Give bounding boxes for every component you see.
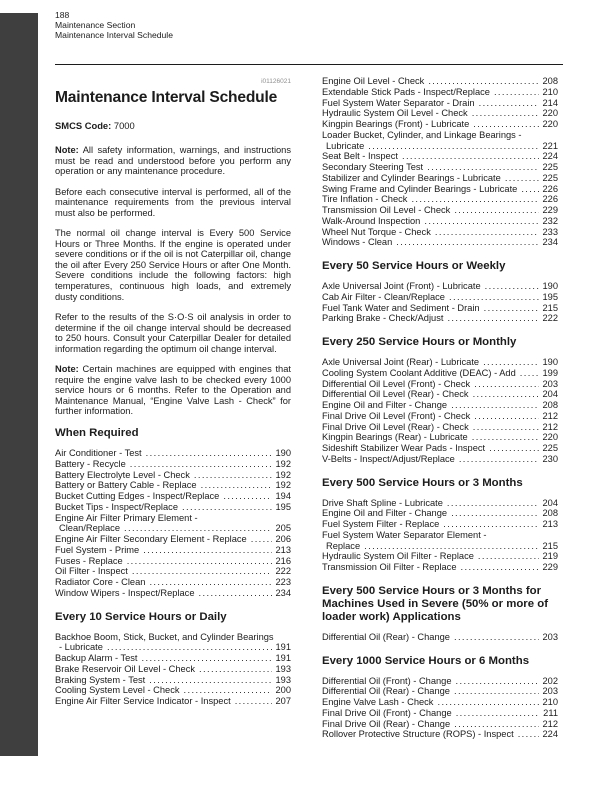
- toc-item-page-number: 215: [542, 302, 558, 313]
- toc-item: [55, 556, 291, 567]
- dot-leader: [251, 534, 273, 545]
- page-title: Maintenance Interval Schedule: [55, 89, 278, 106]
- left-column: [55, 76, 291, 707]
- toc-item: [322, 281, 558, 292]
- toc-item-page-number: 190: [542, 357, 558, 367]
- toc-item: [55, 632, 291, 654]
- toc-section: [322, 655, 558, 741]
- header-section-title: Maintenance Section: [55, 20, 136, 30]
- toc-item: [55, 470, 291, 481]
- dot-leader: [459, 454, 540, 465]
- toc-item-page-number: 212: [542, 718, 558, 729]
- toc-item-label: Transmission Oil Filter - Replace: [322, 562, 457, 572]
- section-heading: Every 500 Service Hours or 3 Months for Machines Used in Severe (50% or more of loader work) Applications: [322, 584, 548, 623]
- toc-item-label: Fuses - Replace: [55, 555, 123, 566]
- dot-leader: [461, 562, 540, 573]
- toc-item-page-number: 190: [542, 281, 558, 291]
- header-subsection-title: Maintenance Interval Schedule: [55, 30, 174, 40]
- toc-item-page-number: 211: [543, 707, 558, 718]
- toc-item: [322, 216, 558, 227]
- dot-leader: [437, 697, 539, 708]
- toc-item: [322, 87, 558, 98]
- section-heading: Every 50 Service Hours or Weekly: [322, 260, 506, 272]
- dot-leader: [194, 470, 273, 481]
- toc-item-page-number: 220: [542, 432, 558, 443]
- toc-item: [322, 76, 558, 87]
- toc-list: [322, 281, 558, 324]
- dot-leader: [402, 151, 540, 162]
- toc-item-page-number: 232: [542, 215, 558, 226]
- dot-leader: [521, 184, 539, 195]
- toc-item: [55, 588, 291, 599]
- toc-item-label: Fuel System Filter - Replace: [322, 519, 440, 529]
- toc-item-label: Cooling System Coolant Additive (DEAC) - Add: [322, 367, 516, 378]
- dot-leader: [518, 729, 540, 740]
- toc-item-label: Engine Oil and Filter - Change: [322, 400, 448, 410]
- toc-item-label: Cooling System Level - Check: [55, 685, 180, 696]
- toc-item-page-number: 226: [542, 194, 558, 205]
- toc-item: [322, 508, 558, 519]
- toc-item-label: Battery or Battery Cable - Replace: [55, 480, 197, 491]
- toc-item: [322, 676, 558, 687]
- dot-leader: [127, 556, 273, 567]
- intro-paragraphs: [55, 145, 291, 417]
- toc-item-page-number: 200: [275, 685, 291, 696]
- toc-item: [322, 729, 558, 740]
- dot-leader: [235, 696, 273, 707]
- toc-item-page-number: 221: [542, 140, 558, 151]
- toc-item-label: Differential Oil (Rear) - Change: [322, 686, 450, 697]
- toc-item-label: Differential Oil (Rear) - Change: [322, 631, 450, 642]
- left-column-sections: [55, 427, 291, 707]
- dot-leader: [505, 173, 540, 184]
- right-column: [322, 76, 558, 740]
- toc-item: [55, 545, 291, 556]
- toc-item-label: Engine Oil Level - Check: [322, 76, 425, 86]
- toc-item-label: Fuel Tank Water and Sediment - Drain: [322, 302, 480, 313]
- toc-section: [322, 336, 558, 465]
- dot-leader: [364, 541, 539, 552]
- toc-item-label: Sideshift Stabilizer Wear Pads - Inspect: [322, 443, 486, 453]
- toc-item: [322, 389, 558, 400]
- dot-leader: [454, 205, 539, 216]
- doc-code: i01126021: [261, 78, 291, 85]
- toc-item-label: Radiator Core - Clean: [55, 577, 146, 588]
- page-number: 188: [55, 10, 70, 20]
- dot-leader: [411, 194, 539, 205]
- toc-item-label: Differential Oil Level (Rear) - Check: [322, 389, 469, 400]
- dot-leader: [489, 443, 539, 454]
- toc-item-page-number: 205: [275, 523, 291, 534]
- toc-item-page-number: 220: [542, 108, 558, 119]
- toc-item: [55, 502, 291, 513]
- toc-item: [55, 534, 291, 545]
- toc-item: [322, 719, 558, 730]
- toc-item: [55, 653, 291, 664]
- toc-item-label: Backup Alarm - Test: [55, 653, 138, 664]
- toc-item: [322, 530, 558, 552]
- toc-item: [322, 368, 558, 379]
- dot-leader: [474, 411, 539, 422]
- toc-item-label: Walk-Around Inspection: [322, 215, 421, 226]
- toc-item-page-number: 229: [542, 562, 558, 572]
- toc-item: [55, 566, 291, 577]
- toc-item-page-number: 202: [542, 675, 558, 686]
- toc-item-page-number: 234: [542, 237, 558, 248]
- section-heading: Every 10 Service Hours or Daily: [55, 610, 227, 623]
- toc-item-page-number: 220: [542, 119, 558, 129]
- toc-item-label: Fuel System Water Separator Element -: [322, 529, 487, 540]
- toc-item: [55, 459, 291, 470]
- toc-item-label: Transmission Oil Level - Check: [322, 205, 451, 215]
- dot-leader: [456, 676, 540, 687]
- toc-item-page-number: 207: [275, 696, 291, 707]
- dot-leader: [447, 498, 540, 509]
- body-paragraph: The normal oil change interval is Every 500 Service Hours or Three Months. If the engine is operated under severe conditions or if the oil is not Caterpillar oil, change the oil after Every 250 Service Hours or after One Month. Severe conditions include the following factors: high temperatures, continuous high loads, and extremely dusty conditions.: [55, 228, 291, 302]
- header-divider: [55, 64, 563, 65]
- dot-leader: [149, 577, 272, 588]
- toc-item-page-number: 210: [542, 86, 558, 97]
- toc-item: [322, 162, 558, 173]
- dot-leader: [143, 545, 272, 556]
- toc-item-label: Engine Oil and Filter - Change: [322, 508, 448, 519]
- toc-item-label: Brake Reservoir Oil Level - Check: [55, 663, 196, 674]
- toc-item: [322, 562, 558, 573]
- toc-item-label-cont: Replace: [326, 540, 361, 551]
- toc-item-label: Bucket Tips - Inspect/Replace: [55, 501, 178, 512]
- toc-item-label: Backhoe Boom, Stick, Bucket, and Cylinder Bearings: [55, 631, 274, 642]
- body-paragraph: Refer to the results of the S·O·S oil analysis in order to determine if the oil change interval should be decreased to 250 hours. Consult your Caterpillar Dealer for detailed information regarding the optimum oil change interval.: [55, 312, 291, 354]
- toc-item: [322, 379, 558, 390]
- toc-item: [55, 685, 291, 696]
- toc-item-label: Bucket Cutting Edges - Inspect/Replace: [55, 491, 220, 502]
- toc-item: [322, 194, 558, 205]
- dot-leader: [447, 313, 539, 324]
- toc-item: [322, 173, 558, 184]
- dot-leader: [479, 98, 540, 109]
- dot-leader: [427, 162, 539, 173]
- toc-item-page-number: 225: [542, 443, 558, 453]
- toc-item: [55, 513, 291, 535]
- toc-item-label-cont: Lubricate: [326, 140, 365, 151]
- toc-item-label: Battery - Recycle: [55, 458, 126, 469]
- toc-item-page-number: 193: [275, 663, 291, 674]
- toc-section: [322, 585, 558, 643]
- toc-item-label: Swing Frame and Cylinder Bearings - Lubricate: [322, 183, 518, 194]
- toc-item-page-number: 219: [542, 551, 558, 562]
- toc-item: [322, 411, 558, 422]
- toc-item-page-number: 222: [275, 566, 291, 577]
- toc-item-page-number: 190: [275, 448, 291, 459]
- page-header: [55, 10, 173, 40]
- toc-item-page-number: 210: [542, 697, 558, 707]
- toc-item-page-number: 192: [275, 469, 291, 480]
- dot-leader: [184, 685, 273, 696]
- toc-item-page-number: 208: [542, 508, 558, 519]
- toc-item: [322, 443, 558, 454]
- toc-item-label: Battery Electrolyte Level - Check: [55, 469, 190, 480]
- dot-leader: [146, 448, 273, 459]
- toc-list: [322, 632, 558, 643]
- dot-leader: [478, 551, 540, 562]
- toc-item-page-number: 224: [542, 729, 558, 740]
- toc-item-page-number: 208: [542, 400, 558, 410]
- toc-section: [322, 477, 558, 573]
- dot-leader: [451, 400, 539, 411]
- body-paragraph: Note: Certain machines are equipped with engines that require the engine valve lash to be checked every 1000 service hours or 6 months. Refer to the Operation and Maintenance Manual, “Engine Valve Lash - Check” for further information.: [55, 364, 291, 417]
- toc-item: [322, 632, 558, 643]
- dot-leader: [149, 675, 272, 686]
- section-heading: Every 250 Service Hours or Monthly: [322, 336, 517, 348]
- toc-item-label: Hydraulic System Oil Level - Check: [322, 108, 468, 119]
- dot-leader: [443, 519, 539, 530]
- toc-item-page-number: 192: [275, 480, 291, 491]
- toc-item: [322, 697, 558, 708]
- toc-item-page-number: 229: [542, 205, 558, 215]
- toc-item-label: Loader Bucket, Cylinder, and Linkage Bearings -: [322, 129, 522, 140]
- toc-item-label: Final Drive Oil (Front) - Change: [322, 707, 452, 718]
- toc-item-label: Rollover Protective Structure (ROPS) - Inspect: [322, 729, 514, 740]
- dot-leader: [483, 357, 539, 368]
- toc-item-label: Tire Inflation - Check: [322, 194, 408, 205]
- dot-leader: [484, 303, 540, 314]
- toc-item-page-number: 199: [542, 367, 558, 378]
- toc-item: [322, 313, 558, 324]
- toc-item-page-number: 193: [275, 674, 291, 685]
- toc-item-page-number: 204: [542, 497, 558, 508]
- section-heading: Every 500 Service Hours or 3 Months: [322, 476, 523, 489]
- toc-item-page-number: 225: [542, 172, 558, 183]
- toc-item: [55, 675, 291, 686]
- toc-item-label: Drive Shaft Spline - Lubricate: [322, 497, 443, 508]
- smcs-value: 7000: [113, 120, 135, 131]
- toc-list: [322, 357, 558, 465]
- toc-item-page-number: 215: [542, 540, 558, 551]
- toc-item: [322, 400, 558, 411]
- toc-item-label: Engine Valve Lash - Check: [322, 697, 434, 707]
- toc-item-label: Final Drive Oil Level (Front) - Check: [322, 410, 471, 421]
- toc-item-page-number: 212: [542, 410, 558, 421]
- toc-item-label: Differential Oil (Front) - Change: [322, 675, 452, 686]
- smcs-label: SMCS Code:: [55, 120, 112, 131]
- toc-list: [55, 632, 291, 707]
- dot-leader: [449, 292, 540, 303]
- toc-item-page-number: 203: [542, 686, 558, 697]
- toc-item-page-number: 224: [542, 151, 558, 162]
- dot-leader: [132, 566, 273, 577]
- toc-item-label: Extendable Stick Pads - Inspect/Replace: [322, 86, 490, 97]
- toc-item: [322, 151, 558, 162]
- toc-item: [55, 448, 291, 459]
- toc-item: [322, 357, 558, 368]
- toc-section: [55, 611, 291, 707]
- toc-item-label: Cab Air Filter - Clean/Replace: [322, 291, 445, 302]
- toc-item-label: Axle Universal Joint (Rear) - Lubricate: [322, 357, 480, 367]
- toc-item-page-number: 212: [542, 421, 558, 432]
- dot-leader: [428, 76, 539, 87]
- toc-item: [55, 696, 291, 707]
- toc-item: [322, 686, 558, 697]
- toc-item-label: Final Drive Oil (Rear) - Change: [322, 718, 451, 729]
- toc-item-page-number: 226: [542, 183, 558, 194]
- dot-leader: [474, 379, 539, 390]
- toc-item: [322, 227, 558, 238]
- toc-item-label: Seat Belt - Inspect: [322, 151, 398, 162]
- toc-item: [322, 98, 558, 109]
- toc-item: [55, 491, 291, 502]
- toc-item-label: Windows - Clean: [322, 237, 393, 248]
- toc-item: [322, 303, 558, 314]
- toc-item: [55, 577, 291, 588]
- dot-leader: [199, 588, 273, 599]
- toc-item-label: Final Drive Oil Level (Rear) - Check: [322, 421, 469, 432]
- toc-item-page-number: 192: [275, 458, 291, 469]
- toc-item-page-number: 213: [275, 544, 291, 555]
- toc-item: [55, 664, 291, 675]
- toc-item-page-number: 208: [542, 76, 558, 86]
- toc-item-page-number: 194: [275, 491, 291, 502]
- toc-section: [55, 427, 291, 599]
- page-edge-tab: [0, 13, 38, 756]
- dot-leader: [201, 480, 273, 491]
- toc-item-page-number: 234: [275, 587, 291, 598]
- dot-leader: [424, 216, 539, 227]
- toc-item-label: Stabilizer and Cylinder Bearings - Lubricate: [322, 172, 501, 183]
- section-heading: When Required: [55, 427, 139, 440]
- dot-leader: [182, 502, 273, 513]
- toc-item-page-number: 223: [275, 577, 291, 588]
- toc-item-page-number: 203: [542, 631, 558, 642]
- toc-item-page-number: 214: [542, 97, 558, 108]
- toc-item: [322, 130, 558, 152]
- toc-item: [322, 498, 558, 509]
- dot-leader: [494, 87, 540, 98]
- toc-list: [322, 676, 558, 741]
- dot-leader: [130, 459, 273, 470]
- toc-item-label: Differential Oil Level (Front) - Check: [322, 378, 471, 389]
- dot-leader: [473, 422, 540, 433]
- toc-item-label: Engine Air Filter Service Indicator - Inspect: [55, 696, 231, 707]
- toc-item-label: Braking System - Test: [55, 674, 146, 685]
- toc-item: [55, 480, 291, 491]
- toc-item-label-cont: - Lubricate: [59, 642, 103, 653]
- toc-item-label: Kingpin Bearings (Front) - Lubricate: [322, 119, 470, 129]
- dot-leader: [107, 642, 273, 653]
- toc-item-page-number: 195: [275, 501, 291, 512]
- toc-item-label: Fuel System Water Separator - Drain: [322, 97, 475, 108]
- toc-item: [322, 422, 558, 433]
- dot-leader: [520, 368, 540, 379]
- toc-item: [322, 237, 558, 248]
- dot-leader: [454, 719, 539, 730]
- dot-leader: [368, 141, 539, 152]
- dot-leader: [473, 119, 539, 130]
- toc-item-label: Fuel System - Prime: [55, 544, 140, 555]
- toc-item-label: V-Belts - Inspect/Adjust/Replace: [322, 453, 455, 464]
- toc-item-label: Wheel Nut Torque - Check: [322, 226, 431, 237]
- dot-leader: [473, 389, 540, 400]
- toc-item-label: Window Wipers - Inspect/Replace: [55, 587, 195, 598]
- dot-leader: [199, 664, 272, 675]
- toc-item-label: Parking Brake - Check/Adjust: [322, 313, 444, 324]
- dot-leader: [456, 708, 540, 719]
- toc-item: [322, 292, 558, 303]
- body-paragraph: Before each consecutive interval is performed, all of the maintenance requirements from the previous interval must also be performed.: [55, 186, 291, 218]
- dot-leader: [454, 632, 540, 643]
- dot-leader: [124, 523, 273, 534]
- toc-item-label: Engine Air Filter Secondary Element - Replace: [55, 534, 247, 545]
- toc-item-page-number: 203: [542, 378, 558, 389]
- toc-item-label: Hydraulic System Oil Filter - Replace: [322, 551, 474, 562]
- toc-list: [322, 76, 558, 248]
- toc-item-label: Kingpin Bearings (Rear) - Lubricate: [322, 432, 468, 443]
- toc-section: [322, 76, 558, 248]
- toc-list: [322, 498, 558, 573]
- dot-leader: [223, 491, 272, 502]
- toc-item-page-number: 233: [542, 226, 558, 237]
- toc-item-label-cont: Clean/Replace: [59, 523, 120, 534]
- toc-item-page-number: 191: [275, 642, 291, 653]
- toc-item-label: Axle Universal Joint (Front) - Lubricate: [322, 281, 481, 291]
- smcs-code: [55, 120, 291, 131]
- toc-item: [322, 184, 558, 195]
- toc-item-page-number: 216: [275, 555, 291, 566]
- toc-item: [322, 551, 558, 562]
- dot-leader: [451, 508, 539, 519]
- dot-leader: [454, 686, 540, 697]
- dot-leader: [485, 281, 540, 292]
- toc-list: [55, 448, 291, 599]
- toc-item-label: Engine Air Filter Primary Element -: [55, 512, 198, 523]
- toc-item: [322, 708, 558, 719]
- toc-item: [322, 108, 558, 119]
- toc-item: [322, 432, 558, 443]
- dot-leader: [472, 432, 540, 443]
- toc-item: [322, 205, 558, 216]
- toc-item-label: Air Conditioner - Test: [55, 448, 142, 459]
- toc-item: [322, 119, 558, 130]
- dot-leader: [435, 227, 540, 238]
- dot-leader: [142, 653, 273, 664]
- dot-leader: [396, 237, 539, 248]
- toc-section: [322, 260, 558, 324]
- toc-item: [322, 454, 558, 465]
- dot-leader: [472, 108, 540, 119]
- section-heading: Every 1000 Service Hours or 6 Months: [322, 654, 530, 667]
- toc-item-page-number: 206: [275, 534, 291, 545]
- toc-item-page-number: 222: [542, 313, 558, 324]
- toc-item-page-number: 213: [542, 519, 558, 529]
- toc-item-label: Secondary Steering Test: [322, 162, 424, 172]
- toc-item: [322, 519, 558, 530]
- toc-item-page-number: 230: [542, 453, 558, 464]
- toc-item-page-number: 225: [542, 162, 558, 172]
- toc-item-page-number: 195: [542, 291, 558, 302]
- body-paragraph: Note: All safety information, warnings, and instructions must be read and understood before you perform any operation or any maintenance procedure.: [55, 145, 291, 177]
- toc-item-label: Oil Filter - Inspect: [55, 566, 128, 577]
- toc-item-page-number: 191: [275, 653, 291, 664]
- toc-item-page-number: 204: [542, 389, 558, 400]
